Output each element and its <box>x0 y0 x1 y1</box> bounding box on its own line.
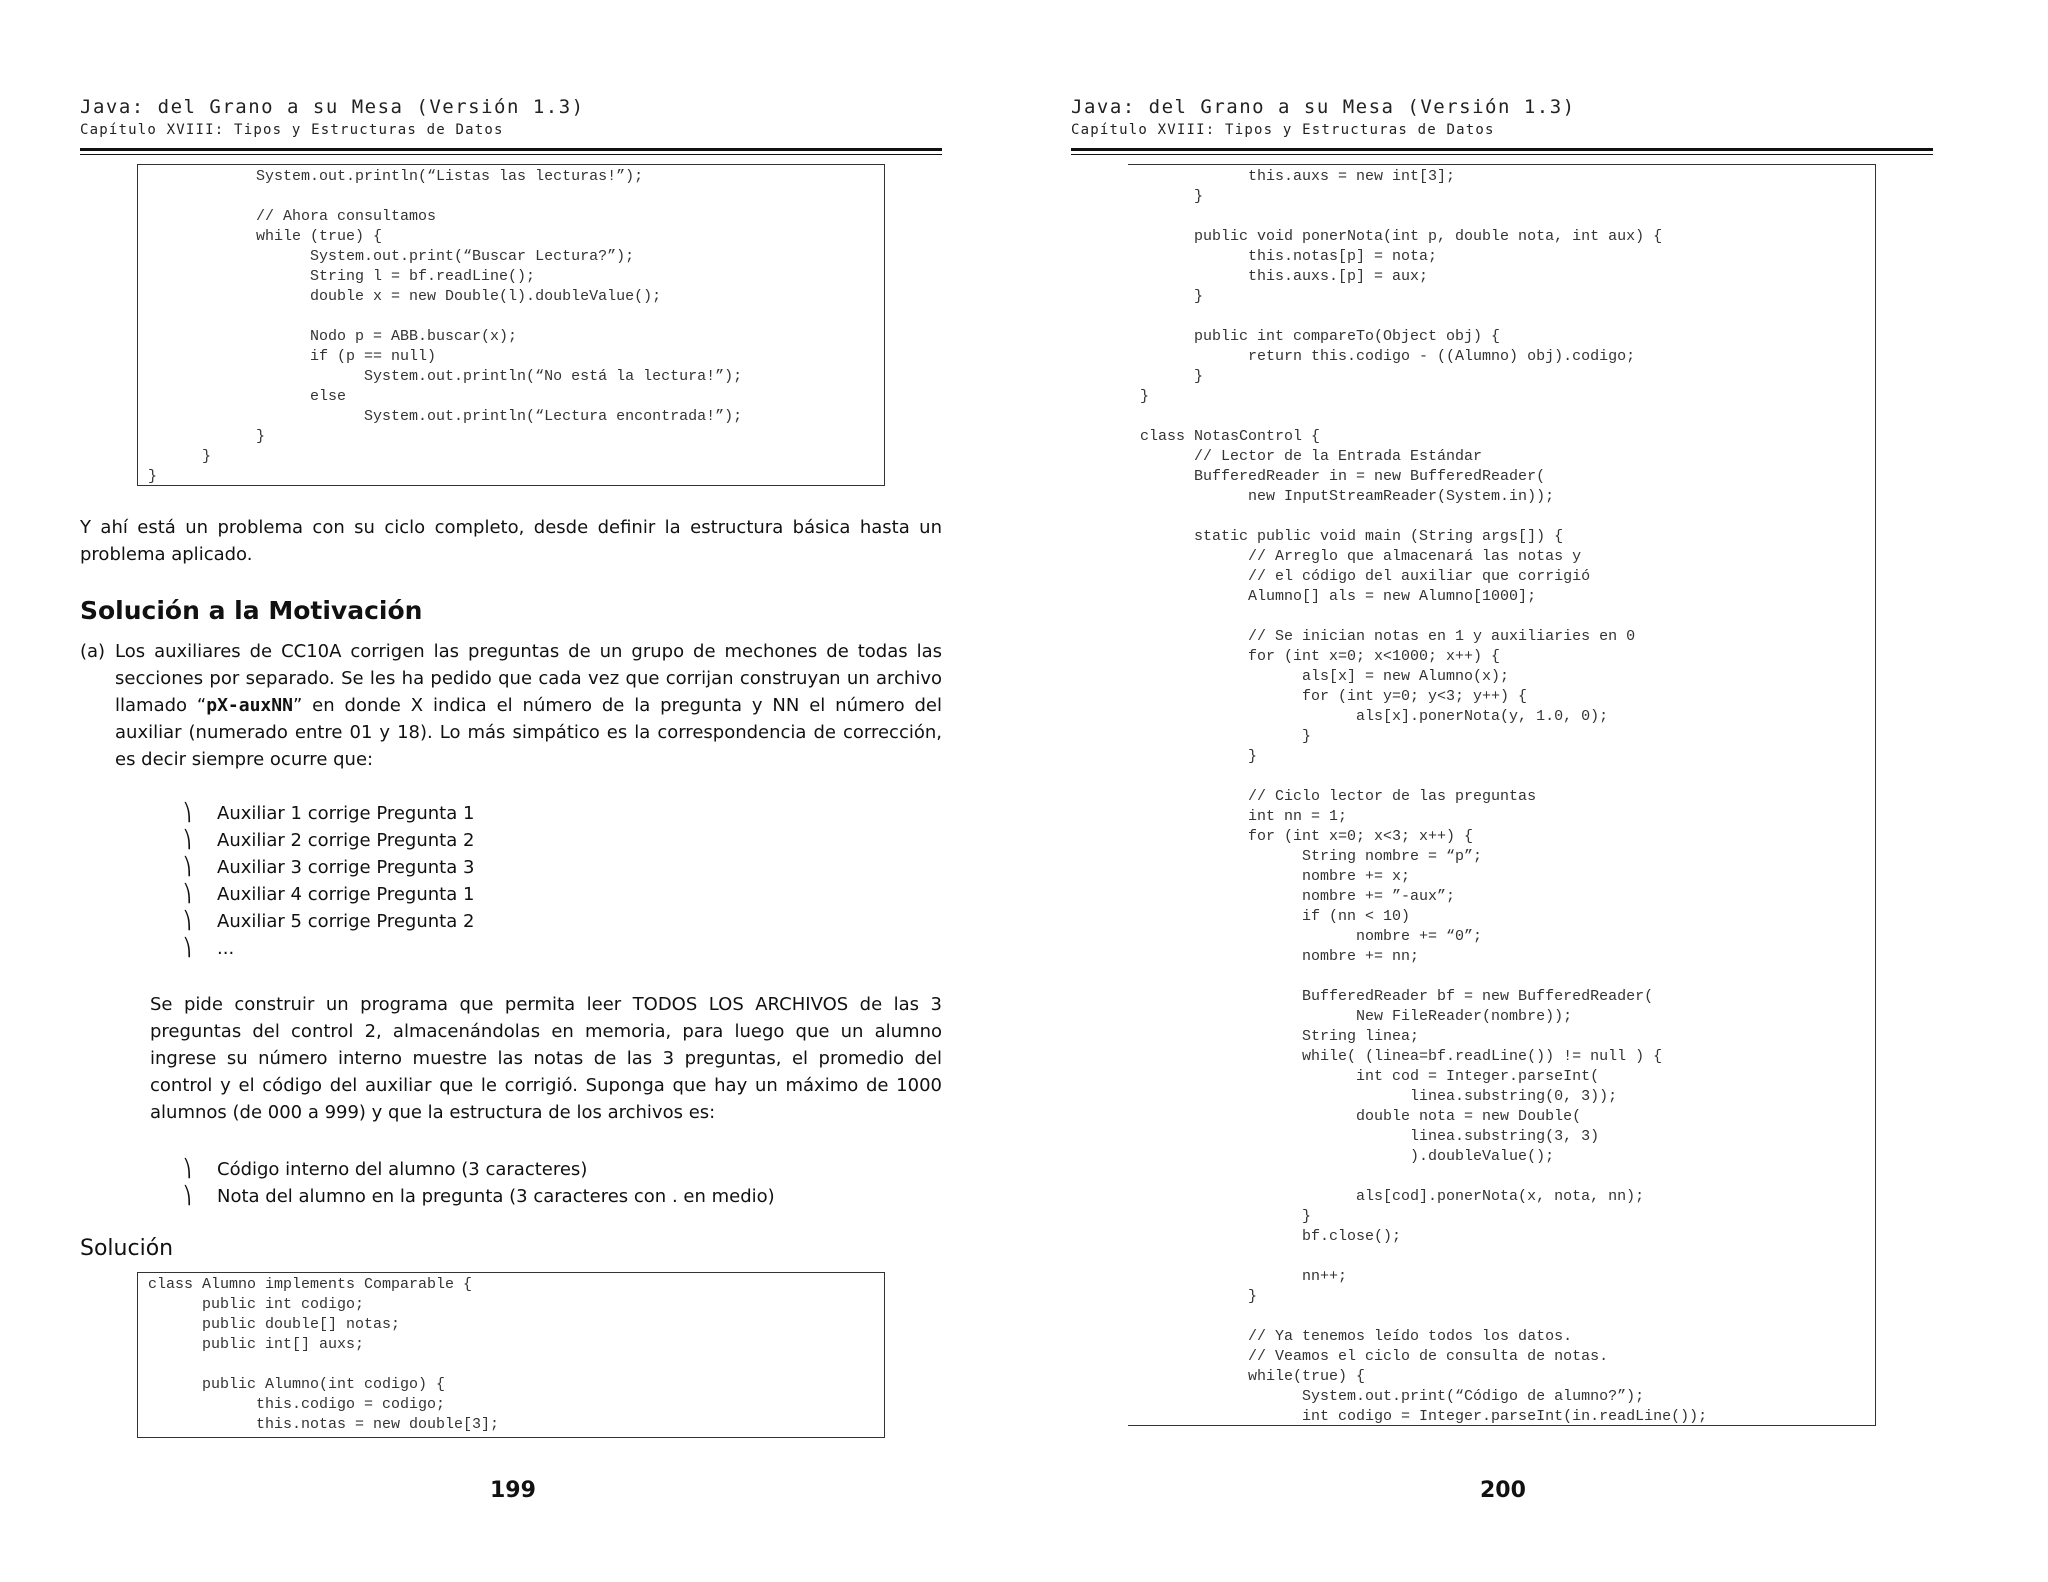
header-rule-thick <box>80 148 942 151</box>
list-item <box>183 1156 775 1183</box>
running-header-title: Java: del Grano a su Mesa (Versión 1.3) <box>1071 96 1576 118</box>
file-structure-list <box>183 1156 775 1210</box>
problem-filename: pX-auxNN <box>206 695 293 716</box>
bullet-mark-icon: ⎞ <box>183 938 192 958</box>
code-text: System.out.println(“Listas las lecturas!”); // Ahora consultamos while (true) { System.out.print(“Buscar Lectura?”); String l = bf.readLine(); double x = new Double(l).doubleValue(); Nodo p = ABB.buscar(x); if (p == null) System.out.println(“No está la lectura!”); else System.out.println(“Lectura encontrada!”); } } } <box>148 168 743 485</box>
list-item-text: Código interno del alumno (3 caracteres) <box>217 1159 588 1180</box>
bullet-mark-icon: ⎞ <box>183 803 192 823</box>
list-item-text: Auxiliar 2 corrige Pregunta 2 <box>217 830 475 851</box>
page-number: 200 <box>1480 1478 1526 1503</box>
list-item <box>183 908 474 935</box>
bullet-mark-icon: ⎞ <box>183 911 192 931</box>
list-item <box>183 827 474 854</box>
list-item-text: Auxiliar 3 corrige Pregunta 3 <box>217 857 475 878</box>
page-number: 199 <box>490 1478 536 1503</box>
bullet-mark-icon: ⎞ <box>183 1159 192 1179</box>
header-rule-thin <box>80 154 942 155</box>
bullet-mark-icon: ⎞ <box>183 857 192 877</box>
list-item-text: Nota del alumno en la pregunta (3 caracteres con . en medio) <box>217 1186 775 1207</box>
header-rule-thick <box>1071 148 1933 151</box>
code-text: this.auxs = new int[3]; } public void ponerNota(int p, double nota, int aux) { this.notas[p] = nota; this.auxs.[p] = aux; } public int compareTo(Object obj) { return this.codigo - ((Alumno) obj).codigo; } } class NotasControl { // Lector de la Entrada Estándar BufferedReader in = new BufferedReader( new InputStreamReader(System.in)); static public void main (String args[]) { // Arreglo que almacenará las notas y // el código del auxiliar que corrigió Alumno[] als = new Alumno[1000]; // Se inician notas en 1 y auxiliaries en 0 for (int x=0; x<1000; x++) { als[x] = new Alumno(x); for (int y=0; y<3; y++) { als[x].ponerNota(y, 1.0, 0); } } // Ciclo lector de las preguntas int nn = 1; for (int x=0; x<3; x++) { String nombre = “p”; nombre += x; nombre += ”-aux”; if (nn < 10) nombre += “0”; nombre += nn; BufferedReader bf = new BufferedReader( New FileReader(nombre)); String linea; while( (linea=bf.readLine()) != null ) { int cod = Integer.parseInt( linea.substring(0, 3)); double nota = new Double( linea.substring(3, 3) ).doubleValue(); als[cod].ponerNota(x, nota, nn); } bf.close(); nn++; } // Ya tenemos leído todos los datos. // Veamos el ciclo de consulta de notas. while(true) { System.out.print(“Código de alumno?”); int codigo = Integer.parseInt(in.readLine()); <box>1140 168 1708 1425</box>
task-paragraph: Se pide construir un programa que permita leer TODOS LOS ARCHIVOS de las 3 preguntas del control 2, almacenándolas en memoria, para luego que un alumno ingrese su número interno muestre las notas de las 3 preguntas, el promedio del control y el código del auxiliar que le corrigió. Suponga que hay un máximo de 1000 alumnos (de 000 a 999) y que la estructura de los archivos es: <box>150 994 942 1123</box>
solution-label: Solución <box>80 1236 174 1261</box>
problem-text-after: ” en donde X indica el número de la pregunta y NN el número del auxiliar (numerado entre 01 y 18). Lo más simpático es la correspondencia de corrección, es decir siempre ocurre que: <box>115 695 942 770</box>
list-item-text: Auxiliar 5 corrige Pregunta 2 <box>217 911 475 932</box>
section-title: Solución a la Motivación <box>80 596 423 625</box>
item-marker: (a) <box>80 641 106 662</box>
bullet-mark-icon: ⎞ <box>183 1186 192 1206</box>
code-listing-top <box>137 164 885 486</box>
list-item <box>183 800 474 827</box>
list-item <box>183 935 474 962</box>
list-item <box>183 881 474 908</box>
code-listing-bottom <box>137 1272 885 1438</box>
list-item <box>183 854 474 881</box>
list-item-text: ... <box>217 938 235 959</box>
running-header-chapter: Capítulo XVIII: Tipos y Estructuras de Datos <box>1071 122 1495 138</box>
problem-statement <box>115 638 942 773</box>
header-rule-thin <box>1071 154 1933 155</box>
right-page <box>1024 0 2048 1582</box>
list-item <box>183 1183 775 1210</box>
correspondence-list <box>183 800 474 962</box>
problem-text-before: Los auxiliares de CC10A corrigen las preguntas de un grupo de mechones de todas las secciones por separado. Se les ha pedido que cada vez que corrijan construyan un archivo llamado “ <box>115 641 942 716</box>
running-header-chapter: Capítulo XVIII: Tipos y Estructuras de Datos <box>80 122 504 138</box>
closing-paragraph: Y ahí está un problema con su ciclo completo, desde definir la estructura básica hasta un problema aplicado. <box>80 517 942 565</box>
list-item-text: Auxiliar 1 corrige Pregunta 1 <box>217 803 475 824</box>
code-text: class Alumno implements Comparable { public int codigo; public double[] notas; public int[] auxs; public Alumno(int codigo) { this.codigo = codigo; this.notas = new double[3]; <box>148 1276 500 1433</box>
list-item-text: Auxiliar 4 corrige Pregunta 1 <box>217 884 475 905</box>
bullet-mark-icon: ⎞ <box>183 884 192 904</box>
bullet-mark-icon: ⎞ <box>183 830 192 850</box>
running-header-title: Java: del Grano a su Mesa (Versión 1.3) <box>80 96 585 118</box>
